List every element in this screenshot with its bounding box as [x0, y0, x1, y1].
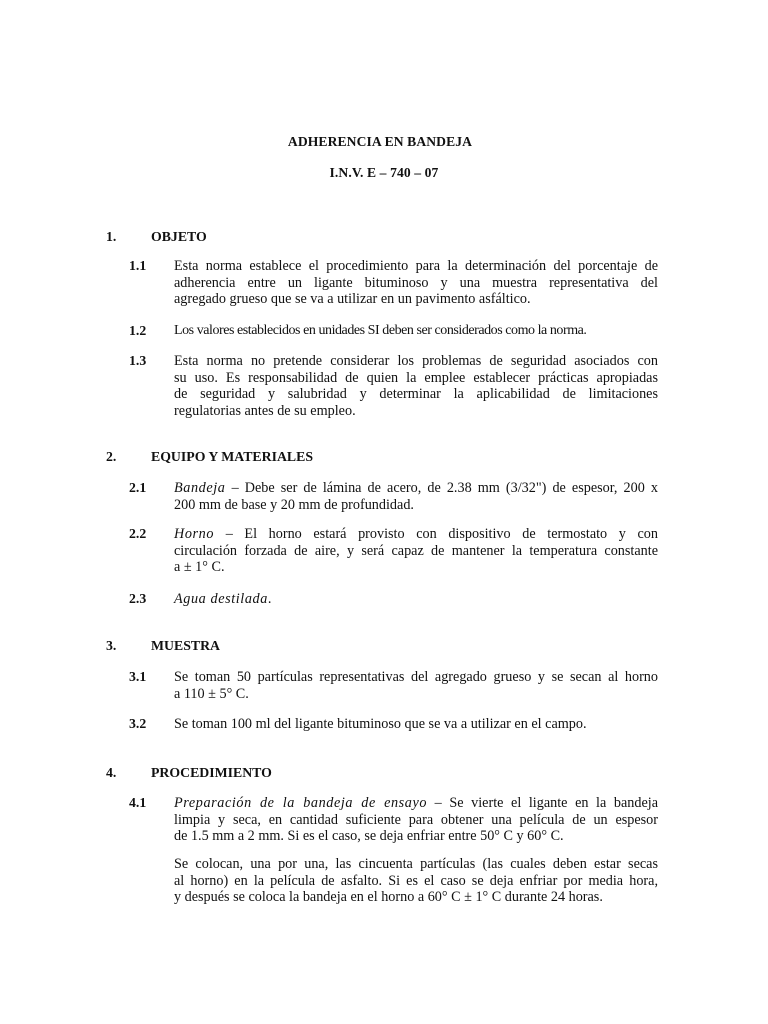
text-line: Se colocan, una por una, las cincuenta partículas (las cuales deben estar secas	[174, 856, 658, 872]
item-text	[174, 669, 658, 702]
item-text	[174, 795, 658, 845]
text-line: al horno) en la película de asfalto. Si es el caso se deja enfriar por media hora,	[174, 872, 658, 889]
text-line: agregado grueso que se va a utilizar en un pavimento asfáltico.	[174, 291, 531, 308]
item-number: 3.1	[129, 669, 147, 684]
text-line: regulatorias antes de su empleo.	[174, 402, 356, 419]
text-line: de 1.5 mm a 2 mm. Si es el caso, se deja enfriar entre 50° C y 60° C.	[174, 828, 564, 845]
item-number: 4.1	[129, 795, 147, 810]
section-title: PROCEDIMIENTO	[151, 765, 272, 780]
text-line	[174, 526, 658, 543]
item-term: Preparación de la bandeja de ensayo	[174, 795, 428, 811]
section-title: EQUIPO Y MATERIALES	[151, 449, 314, 464]
section-number: 4.	[106, 765, 117, 780]
text-line: de seguridad y salubridad y determinar la aplicabilidad de limitaciones	[174, 386, 658, 403]
item-text	[174, 480, 658, 513]
item-text	[174, 353, 658, 419]
item-number: 2.3	[129, 591, 147, 606]
text-fragment: .	[267, 591, 272, 607]
text-line	[174, 591, 658, 608]
item-text	[174, 526, 658, 576]
section-number: 1.	[106, 229, 117, 244]
section-title: MUESTRA	[151, 638, 220, 653]
text-line: adherencia entre un ligante bituminoso y una muestra representativa del	[174, 274, 658, 291]
document-title: ADHERENCIA EN BANDEJA	[287, 134, 473, 149]
item-term: Agua destilada	[174, 591, 268, 607]
text-fragment: – Debe ser de lámina de acero, de 2.38 mm (3/32") de espesor, 200 x	[225, 480, 658, 496]
text-line: Se toman 50 partículas representativas del agregado grueso y se secan al horno	[174, 669, 658, 685]
section-number: 3.	[106, 638, 117, 653]
item-number: 3.2	[129, 716, 147, 731]
item-term: Bandeja	[174, 480, 226, 496]
text-line	[174, 795, 658, 812]
text-fragment: – El horno estará provisto con dispositivo de termostato y con	[214, 526, 658, 542]
text-line: limpia y seca, en cantidad suficiente para obtener una película de un espesor	[174, 811, 658, 828]
text-line: Se toman 100 ml del ligante bituminoso que se va a utilizar en el campo.	[174, 716, 587, 732]
text-line: Los valores establecidos en unidades SI deben ser considerados como la norma.	[174, 323, 587, 338]
text-line: su uso. Es responsabilidad de quien la emplee establecer prácticas apropiadas	[174, 369, 658, 386]
text-line	[174, 480, 658, 497]
text-line: Esta norma no pretende considerar los problemas de seguridad asociados con	[174, 353, 658, 369]
document-code: I.N.V. E – 740 – 07	[329, 165, 439, 180]
item-number: 1.2	[129, 323, 147, 338]
section-number: 2.	[106, 449, 117, 464]
item-number: 1.3	[129, 353, 147, 368]
item-text	[174, 856, 658, 906]
text-line: 200 mm de base y 20 mm de profundidad.	[174, 496, 414, 513]
text-line: a 110 ± 5° C.	[174, 685, 249, 702]
item-text	[174, 258, 658, 308]
text-line: Esta norma establece el procedimiento para la determinación del porcentaje de	[174, 258, 658, 274]
item-text	[174, 591, 658, 608]
item-number: 2.1	[129, 480, 147, 495]
item-text	[174, 716, 658, 733]
text-line: a ± 1° C.	[174, 559, 225, 576]
item-text	[174, 323, 658, 340]
item-term: Horno	[174, 526, 215, 542]
text-fragment: – Se vierte el ligante en la bandeja	[427, 795, 658, 811]
text-line: y después se coloca la bandeja en el horno a 60° C ± 1° C durante 24 horas.	[174, 889, 603, 906]
item-number: 1.1	[129, 258, 147, 273]
section-title: OBJETO	[151, 229, 207, 244]
text-line: circulación forzada de aire, y será capaz de mantener la temperatura constante	[174, 542, 658, 559]
item-number: 2.2	[129, 526, 147, 541]
